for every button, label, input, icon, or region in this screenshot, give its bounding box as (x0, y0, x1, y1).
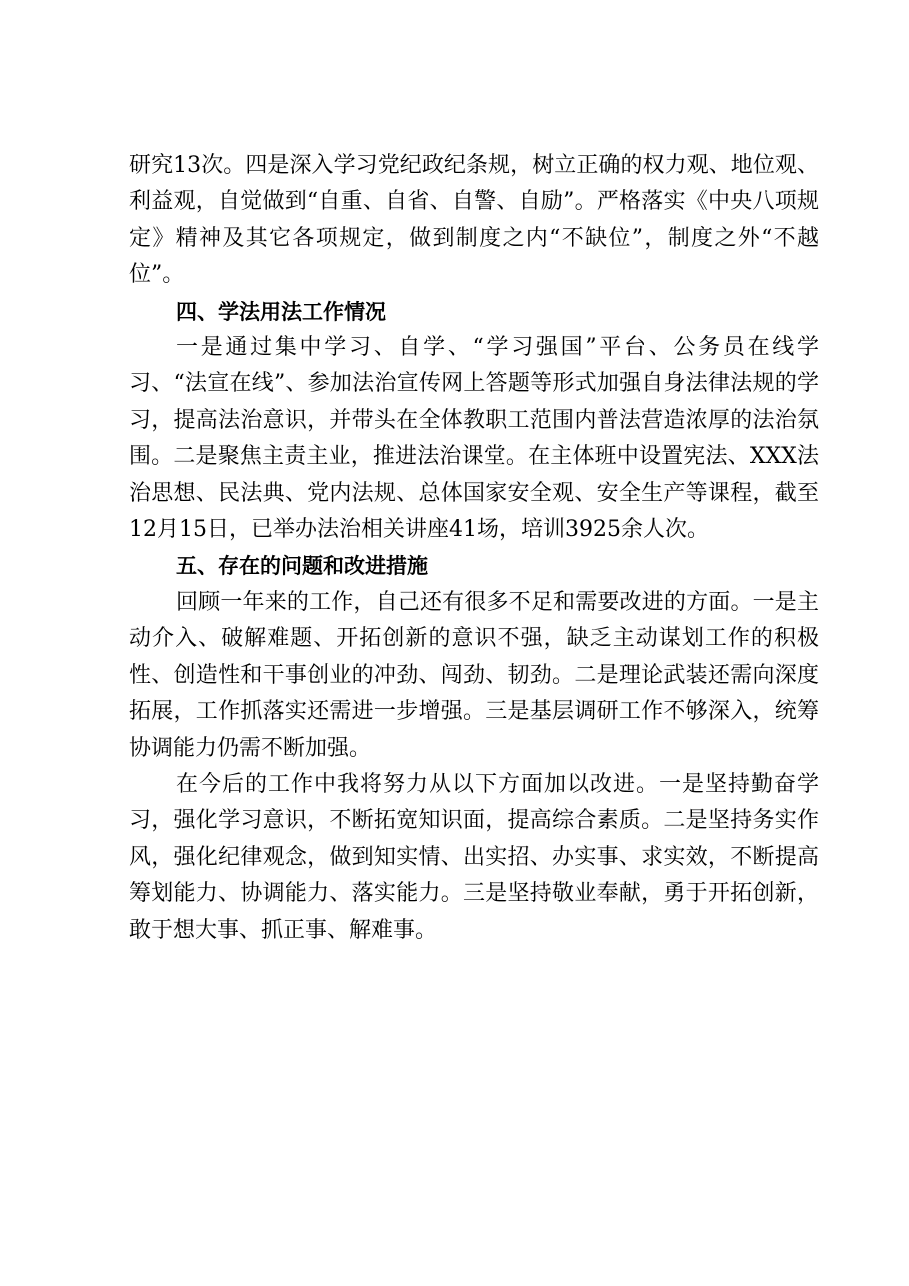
paragraph-improvements: 在今后的工作中我将努力从以下方面加以改进。一是坚持勤奋学习，强化学习意识，不断拓宽知识面，提高综合素质。二是坚持务实作风，强化纪律观念，做到知实情、出实招、办实事、求实效，不断提高筹划能力、协调能力、落实能力。三是坚持敬业奉献，勇于开拓创新，敢于想大事、抓正事、解难事。 (129, 771, 819, 943)
document-body (129, 148, 819, 949)
paragraph-law-study: 一是通过集中学习、自学、“学习强国”平台、公务员在线学习、“法宣在线”、参加法治宣传网上答题等形式加强自身法律法规的学习，提高法治意识，并带头在全体教职工范围内普法营造浓厚的法治氛围。二是聚焦主责主业，推进法治课堂。在主体班中设置宪法、XXX法治思想、民法典、党内法规、总体国家安全观、安全生产等课程，截至12月15日，已举办法治相关讲座41场，培训3925余人次。 (129, 335, 819, 543)
paragraph-continuation: 研究13次。四是深入学习党纪政纪条规，树立正确的权力观、地位观、利益观，自觉做到“自重、自省、自警、自励”。严格落实《中央八项规定》精神及其它各项规定，做到制度之内“不缺位”，制度之外“不越位”。 (129, 153, 819, 288)
paragraph-problems: 回顾一年来的工作，自己还有很多不足和需要改进的方面。一是主动介入、破解难题、开拓创新的意识不强，缺乏主动谋划工作的积极性、创造性和干事创业的冲劲、闯劲、韧劲。二是理论武装还需向深度拓展，工作抓落实还需进一步增强。三是基层调研工作不够深入，统筹协调能力仍需不断加强。 (129, 589, 819, 761)
section-heading-problems: 五、存在的问题和改进措施 (176, 554, 428, 579)
section-heading-law-study: 四、学法用法工作情况 (176, 299, 386, 324)
